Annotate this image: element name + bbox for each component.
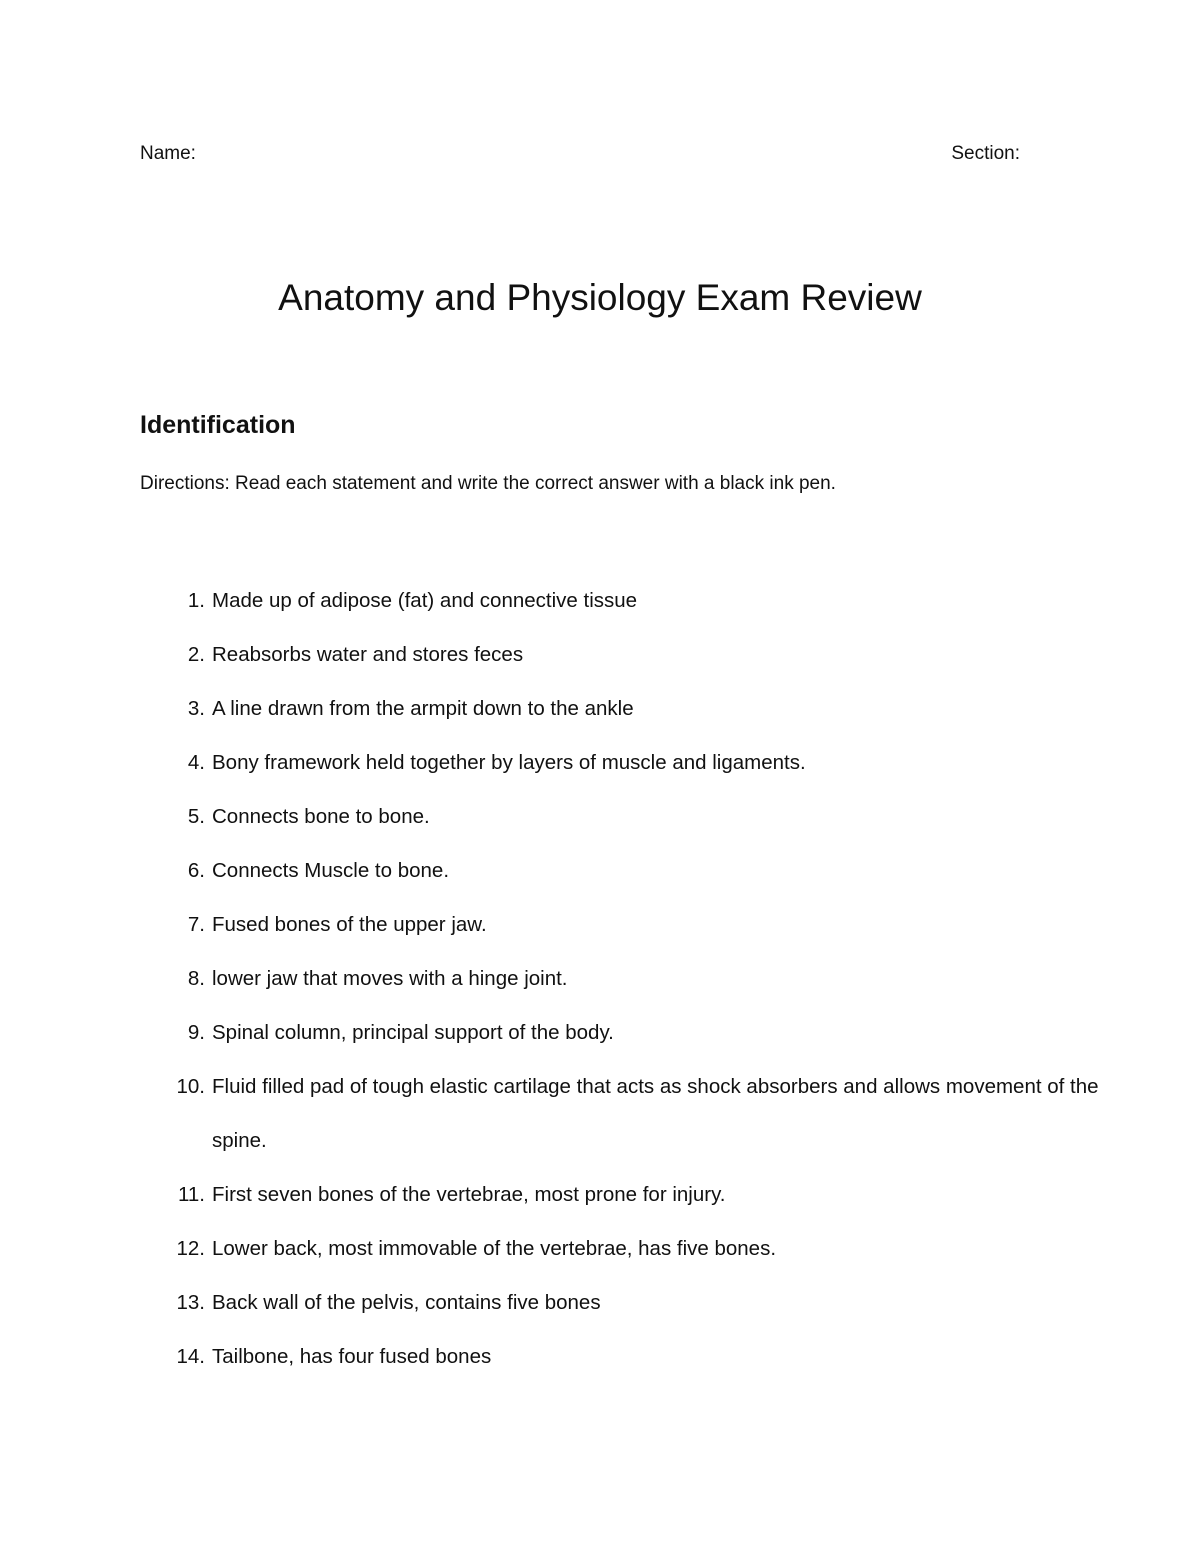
question-number: 11. [178, 1183, 205, 1206]
question-text: Fused bones of the upper jaw. [212, 913, 487, 936]
question-item [0, 790, 1100, 844]
directions-text: Directions: Read each statement and write the correct answer with a black ink pen. [140, 473, 836, 494]
question-number: 10. [176, 1075, 205, 1098]
question-item [0, 574, 1100, 628]
question-text: Tailbone, has four fused bones [212, 1345, 492, 1368]
question-text: Connects Muscle to bone. [212, 859, 450, 882]
question-number: 5. [187, 805, 205, 828]
question-list [0, 587, 1100, 1397]
question-text: Back wall of the pelvis, contains five bones [212, 1291, 601, 1314]
question-item [0, 1006, 1100, 1060]
question-text: Lower back, most immovable of the vertebrae, has five bones. [212, 1237, 777, 1260]
question-number: 7. [187, 913, 205, 936]
question-number: 2. [187, 643, 205, 666]
question-number: 13. [176, 1291, 205, 1314]
question-item [0, 898, 1100, 952]
question-number: 6. [187, 859, 205, 882]
section-label: Section: [951, 143, 1020, 164]
question-text: First seven bones of the vertebrae, most prone for injury. [212, 1183, 726, 1206]
question-number: 8. [187, 967, 205, 990]
question-item [0, 1276, 1100, 1330]
question-text: A line drawn from the armpit down to the ankle [212, 697, 634, 720]
question-item [0, 952, 1100, 1006]
question-item [0, 1222, 1100, 1276]
question-item [0, 1168, 1100, 1222]
question-number: 4. [187, 751, 205, 774]
section-heading: Identification [140, 411, 296, 439]
page-title: Anatomy and Physiology Exam Review [278, 277, 922, 318]
question-number: 9. [187, 1021, 205, 1044]
question-number: 14. [176, 1345, 205, 1368]
question-text: Connects bone to bone. [212, 805, 430, 828]
question-item [0, 1060, 1100, 1168]
question-number: 3. [187, 697, 205, 720]
question-text: lower jaw that moves with a hinge joint. [212, 967, 568, 990]
question-item [0, 1330, 1100, 1384]
question-text: Spinal column, principal support of the body. [212, 1021, 614, 1044]
question-number: 1. [187, 589, 205, 612]
question-text: Reabsorbs water and stores feces [212, 643, 524, 666]
question-text: Made up of adipose (fat) and connective tissue [212, 589, 638, 612]
header-row [140, 143, 1020, 169]
question-number: 12. [176, 1237, 205, 1260]
question-text: Bony framework held together by layers of muscle and ligaments. [212, 751, 806, 774]
question-item [0, 736, 1100, 790]
name-label: Name: [140, 143, 196, 164]
question-item [0, 844, 1100, 898]
question-item [0, 628, 1100, 682]
question-item [0, 682, 1100, 736]
question-text: Fluid filled pad of tough elastic cartilage that acts as shock absorbers and allows movement of the spine. [212, 1075, 1099, 1152]
